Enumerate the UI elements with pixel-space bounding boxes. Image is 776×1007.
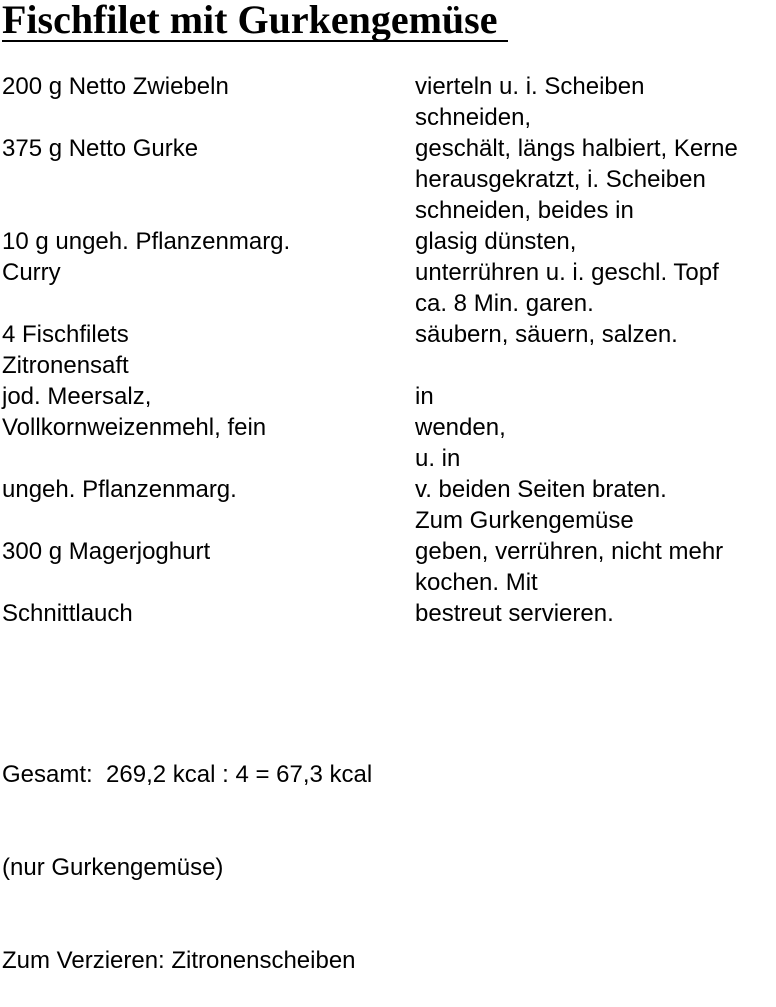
instruction-line: herausgekratzt, i. Scheiben — [415, 166, 706, 193]
instruction — [415, 381, 776, 412]
garnish-note: Zum Verzieren: Zitronenscheiben — [2, 947, 356, 974]
recipe-row — [2, 133, 776, 226]
instruction-line: geben, verrühren, nicht mehr — [415, 538, 724, 565]
instruction-line: u. in — [415, 445, 461, 472]
instruction-line: in — [415, 383, 434, 410]
instruction-line: vierteln u. i. Scheiben — [415, 73, 645, 100]
instruction-line: geschält, längs halbiert, Kerne — [415, 135, 738, 162]
instruction-line: säubern, säuern, salzen. — [415, 321, 678, 348]
instruction — [415, 350, 776, 381]
ingredient: Vollkornweizenmehl, fein — [2, 414, 267, 441]
recipe-footer — [2, 697, 372, 1007]
instruction-line: schneiden, — [415, 104, 532, 131]
instruction-line: ca. 8 Min. garen. — [415, 290, 594, 317]
ingredient: ungeh. Pflanzenmarg. — [2, 476, 237, 503]
ingredient: 300 g Magerjoghurt — [2, 538, 211, 565]
recipe-row — [2, 319, 776, 350]
instruction — [415, 474, 776, 536]
recipe-row — [2, 474, 776, 536]
instruction-line: glasig dünsten, — [415, 228, 577, 255]
instruction-line: schneiden, beides in — [415, 197, 634, 224]
ingredient: Curry — [2, 259, 61, 286]
instruction — [415, 598, 776, 629]
recipe-title: Fischfilet mit Gurkengemüse — [2, 0, 508, 42]
recipe-row — [2, 598, 776, 629]
ingredient: Zitronensaft — [2, 352, 129, 379]
recipe-row — [2, 350, 776, 381]
recipe-row — [2, 257, 776, 319]
ingredient: 4 Fischfilets — [2, 321, 129, 348]
instruction-line: Zum Gurkengemüse — [415, 507, 634, 534]
instruction — [415, 71, 776, 133]
instruction-line: wenden, — [415, 414, 506, 441]
ingredient: 10 g ungeh. Pflanzenmarg. — [2, 228, 291, 255]
recipe-table — [2, 71, 776, 629]
instruction-line — [415, 350, 776, 381]
instruction — [415, 319, 776, 350]
instruction — [415, 257, 776, 319]
recipe-row — [2, 536, 776, 598]
instruction-line: bestreut servieren. — [415, 600, 614, 627]
ingredient: Schnittlauch — [2, 600, 133, 627]
recipe-row — [2, 226, 776, 257]
ingredient: 375 g Netto Gurke — [2, 135, 199, 162]
recipe-row — [2, 412, 776, 474]
ingredient: jod. Meersalz, — [2, 383, 152, 410]
instruction-line: kochen. Mit — [415, 569, 538, 596]
instruction — [415, 226, 776, 257]
calorie-total: Gesamt: 269,2 kcal : 4 = 67,3 kcal — [2, 761, 373, 788]
instruction-line: unterrühren u. i. geschl. Topf — [415, 259, 719, 286]
recipe-row — [2, 381, 776, 412]
instruction — [415, 536, 776, 598]
instruction — [415, 133, 776, 226]
instruction — [415, 412, 776, 474]
ingredient: 200 g Netto Zwiebeln — [2, 73, 229, 100]
instruction-line: v. beiden Seiten braten. — [415, 476, 667, 503]
recipe-row — [2, 71, 776, 133]
calorie-note: (nur Gurkengemüse) — [2, 854, 224, 881]
